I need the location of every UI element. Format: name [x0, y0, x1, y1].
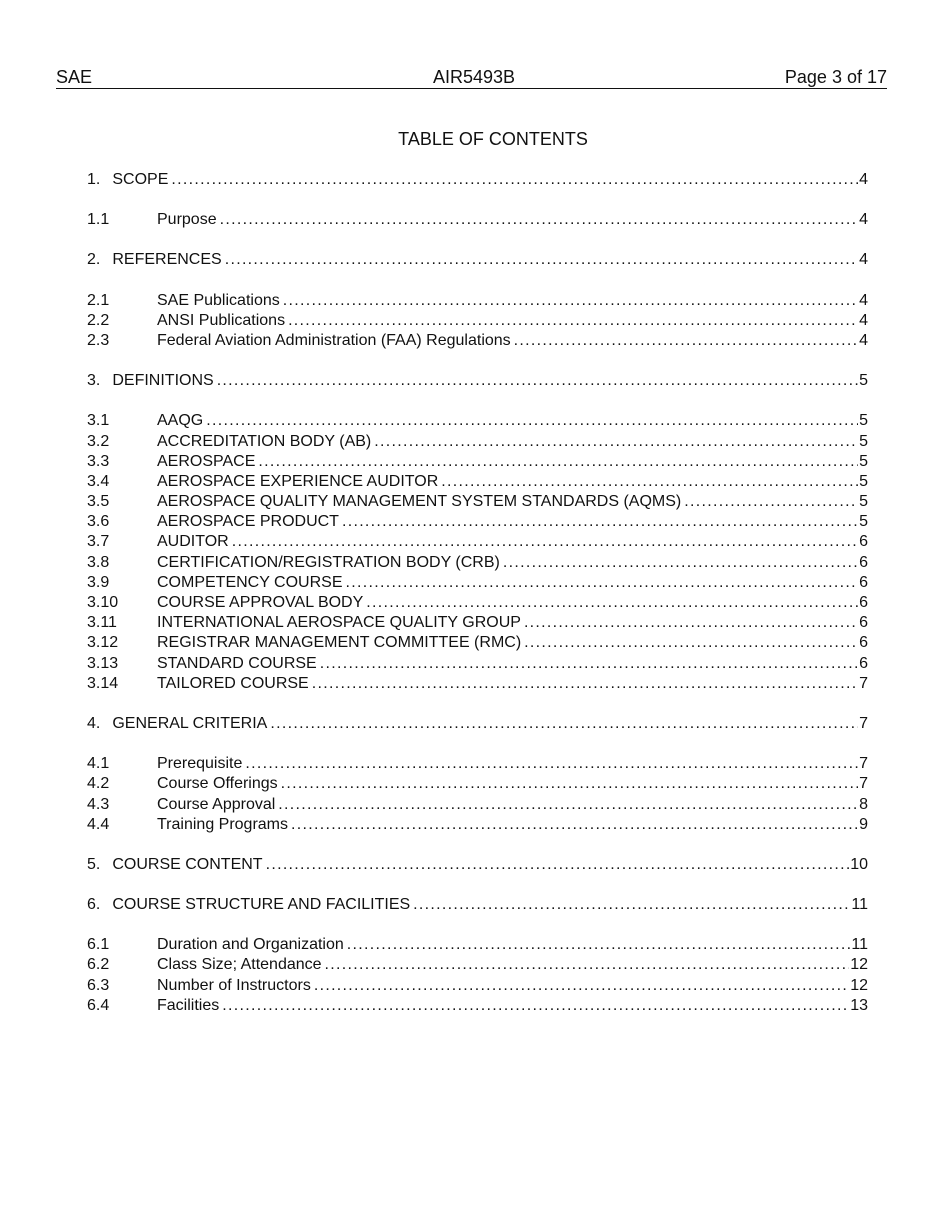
- toc-entry[interactable]: [87, 411, 868, 431]
- toc-entry-page: 7: [859, 775, 868, 793]
- toc-entry[interactable]: [87, 452, 868, 472]
- toc-dot-leader: [347, 935, 851, 955]
- toc-entry-title: Number of Instructors: [157, 976, 311, 994]
- toc-entry-title: COURSE STRUCTURE AND FACILITIES: [112, 896, 411, 914]
- toc-entry-page: 4: [859, 291, 868, 309]
- toc-entry-number: 6.1: [87, 936, 110, 954]
- header-page-number: Page 3 of 17: [784, 67, 887, 87]
- toc-dot-leader: [222, 996, 849, 1016]
- toc-entry-page: 9: [859, 815, 868, 833]
- toc-dot-leader: [283, 291, 858, 311]
- toc-entry-title: AAQG: [157, 412, 204, 430]
- toc-entry-page: 6: [859, 634, 868, 652]
- toc-entry-number: 2.3: [87, 331, 110, 349]
- toc-dot-leader: [342, 512, 858, 532]
- toc-entry-title: AEROSPACE EXPERIENCE AUDITOR: [157, 472, 439, 490]
- toc-entry-number: 4.2: [87, 775, 110, 793]
- toc-entry-number: 4.1: [87, 755, 110, 773]
- toc-entry-number: 1.1: [87, 211, 110, 229]
- toc-entry-title: COMPETENCY COURSE: [157, 573, 343, 591]
- toc-entry-page: 4: [859, 311, 868, 329]
- toc-entry-page: 6: [859, 553, 868, 571]
- toc-entry-number: 3.9: [87, 573, 110, 591]
- toc-dot-leader: [266, 855, 850, 875]
- toc-entry-title: TAILORED COURSE: [157, 674, 309, 692]
- toc-entry-number: 4.: [87, 714, 101, 732]
- toc-entry-number: 1.: [87, 171, 101, 188]
- toc-dot-leader: [270, 714, 858, 734]
- toc-dot-leader: [220, 210, 859, 230]
- toc-entry-title: ACCREDITATION BODY (AB): [157, 432, 372, 450]
- toc-entry-title: AEROSPACE PRODUCT: [157, 513, 339, 531]
- toc-dot-leader: [524, 633, 858, 653]
- toc-entry-number: 3.5: [87, 493, 110, 511]
- toc-entry[interactable]: [87, 492, 868, 512]
- toc-title: TABLE OF CONTENTS: [398, 129, 588, 149]
- toc-entry-page: 6: [859, 594, 868, 611]
- toc-entry-page: 4: [859, 251, 868, 269]
- toc-dot-leader: [314, 976, 849, 996]
- toc-entry[interactable]: [87, 895, 868, 915]
- toc-entry-title: Duration and Organization: [157, 936, 344, 954]
- toc-entry-page: 5: [859, 452, 868, 470]
- toc-dot-leader: [245, 754, 858, 774]
- toc-entry-number: 6.4: [87, 996, 110, 1014]
- toc-dot-leader: [288, 311, 858, 331]
- toc-entry-title: ANSI Publications: [157, 311, 286, 329]
- toc-entry-page: 4: [859, 211, 868, 229]
- toc-entry[interactable]: [87, 432, 868, 452]
- toc-entry-title: COURSE CONTENT: [112, 855, 263, 873]
- toc-dot-leader: [291, 815, 858, 835]
- toc-entry-title: AEROSPACE: [157, 452, 256, 470]
- toc-entry-title: Training Programs: [157, 815, 289, 833]
- toc-entry[interactable]: [87, 654, 868, 674]
- toc-entry-title: STANDARD COURSE: [157, 654, 317, 672]
- toc-entry-page: 5: [859, 472, 868, 490]
- toc-entry-title: AEROSPACE QUALITY MANAGEMENT SYSTEM STANDARDS (AQMS): [157, 493, 682, 511]
- toc-entry-page: 10: [850, 855, 868, 873]
- toc-entry-page: 12: [850, 976, 868, 994]
- toc-entry[interactable]: [87, 371, 868, 391]
- toc-entry-number: 5.: [87, 855, 101, 873]
- toc-entry[interactable]: [87, 855, 868, 875]
- toc-entry-number: 6.: [87, 896, 101, 914]
- toc-entry-number: 3.6: [87, 513, 110, 531]
- toc-entry-number: 4.3: [87, 795, 110, 813]
- toc-entry[interactable]: [87, 593, 868, 613]
- toc-entry-number: 3.: [87, 372, 101, 390]
- toc-entry-page: 13: [850, 996, 868, 1014]
- toc-entry-number: 3.10: [87, 594, 119, 611]
- toc-entry-title: Facilities: [157, 996, 220, 1014]
- toc-entry-page: 11: [851, 936, 868, 954]
- toc-entry-title: SCOPE: [112, 171, 169, 188]
- toc-dot-leader: [346, 573, 859, 593]
- toc-entry[interactable]: [87, 331, 868, 351]
- toc-entry[interactable]: [87, 613, 868, 633]
- toc-entry-number: 3.2: [87, 432, 110, 450]
- toc-entry-title: Federal Aviation Administration (FAA) Regulations: [157, 331, 511, 349]
- toc-dot-leader: [258, 452, 858, 472]
- toc-entry[interactable]: [87, 472, 868, 492]
- toc-entry-page: 6: [859, 614, 868, 632]
- toc-dot-leader: [684, 492, 858, 512]
- toc-entry[interactable]: [87, 512, 868, 532]
- toc-entry-title: INTERNATIONAL AEROSPACE QUALITY GROUP: [157, 614, 521, 632]
- toc-entry-title: AUDITOR: [157, 533, 229, 551]
- toc-dot-leader: [281, 774, 858, 794]
- toc-entry-page: 5: [859, 412, 868, 430]
- toc-entry-page: 6: [859, 533, 868, 551]
- toc-dot-leader: [366, 593, 858, 613]
- toc-entry[interactable]: [87, 774, 868, 794]
- toc-entry-number: 2.: [87, 251, 101, 269]
- toc-entry-page: 4: [859, 171, 868, 188]
- header-document-number: AIR5493B: [433, 67, 516, 87]
- toc-entry[interactable]: [87, 633, 868, 653]
- toc-entry-number: 6.3: [87, 976, 110, 994]
- toc-entry-number: 6.2: [87, 956, 110, 974]
- toc-entry-number: 3.14: [87, 674, 119, 692]
- toc-entry[interactable]: [87, 573, 868, 593]
- toc-entry-page: 12: [850, 956, 868, 974]
- toc-entry[interactable]: [87, 754, 868, 774]
- toc-entry[interactable]: [87, 714, 868, 734]
- toc-entry-number: 2.2: [87, 311, 110, 329]
- toc-entry-title: Course Approval: [157, 795, 276, 813]
- toc-entry-page: 8: [859, 795, 868, 813]
- toc-entry-page: 5: [859, 513, 868, 531]
- toc-entry[interactable]: [87, 170, 868, 190]
- toc-entry[interactable]: [87, 935, 868, 955]
- toc-entry-number: 3.3: [87, 452, 110, 470]
- toc-entry-number: 4.4: [87, 815, 110, 833]
- toc-dot-leader: [232, 532, 858, 552]
- toc-entry-title: DEFINITIONS: [112, 372, 214, 390]
- toc-entry[interactable]: [87, 553, 868, 573]
- toc-dot-leader: [374, 432, 858, 452]
- toc-entry-title: GENERAL CRITERIA: [112, 714, 268, 732]
- toc-dot-leader: [312, 674, 858, 694]
- toc-entry-title: SAE Publications: [157, 291, 280, 309]
- header-publisher: SAE: [56, 67, 93, 87]
- toc-entry-page: 11: [851, 896, 868, 914]
- toc-entry-title: Course Offerings: [157, 775, 278, 793]
- toc-dot-leader: [278, 795, 858, 815]
- toc-entry-number: 3.8: [87, 553, 110, 571]
- toc-dot-leader: [524, 613, 858, 633]
- toc-dot-leader: [514, 331, 858, 351]
- toc-dot-leader: [320, 654, 858, 674]
- toc-entry-page: 6: [859, 573, 868, 591]
- toc-entry[interactable]: [87, 291, 868, 311]
- toc-entry-page: 6: [859, 654, 868, 672]
- toc-entry-number: 2.1: [87, 291, 110, 309]
- toc-entry-title: CERTIFICATION/REGISTRATION BODY (CRB): [157, 553, 500, 571]
- toc-entry-number: 3.12: [87, 634, 119, 652]
- toc-entry[interactable]: [87, 976, 868, 996]
- toc-entry-number: 3.13: [87, 654, 119, 672]
- toc-entry[interactable]: [87, 955, 868, 975]
- toc-dot-leader: [206, 411, 858, 431]
- toc-dot-leader: [441, 472, 858, 492]
- toc-entry-page: 5: [859, 432, 868, 450]
- toc-dot-leader: [325, 955, 850, 975]
- toc-entry-page: 7: [859, 674, 868, 692]
- toc-dot-leader: [171, 170, 858, 190]
- toc-entry-title: REGISTRAR MANAGEMENT COMMITTEE (RMC): [157, 634, 522, 652]
- page-header: [56, 66, 887, 89]
- toc-dot-leader: [217, 371, 858, 391]
- toc-entry-page: 5: [859, 372, 868, 390]
- toc-entry-title: Class Size; Attendance: [157, 956, 322, 974]
- toc-entry-page: 7: [859, 755, 868, 773]
- toc-entry-page: 5: [859, 493, 868, 511]
- toc-entry[interactable]: [87, 815, 868, 835]
- toc-entry-number: 3.11: [87, 614, 117, 632]
- toc-entry[interactable]: [87, 674, 868, 694]
- toc-entry-title: REFERENCES: [112, 251, 222, 269]
- toc-dot-leader: [225, 250, 858, 270]
- toc-entry[interactable]: [87, 250, 868, 270]
- toc-entry[interactable]: [87, 311, 868, 331]
- toc-entry-page: 7: [859, 714, 868, 732]
- toc-entry[interactable]: [87, 795, 868, 815]
- toc-entry[interactable]: [87, 996, 868, 1016]
- toc-entry-page: 4: [859, 331, 868, 349]
- toc-entry-title: Purpose: [157, 211, 217, 229]
- toc-entry[interactable]: [87, 532, 868, 552]
- toc-entry-number: 3.7: [87, 533, 110, 551]
- table-of-contents: [87, 170, 868, 1016]
- toc-dot-leader: [503, 553, 858, 573]
- toc-entry[interactable]: [87, 210, 868, 230]
- toc-entry-number: 3.1: [87, 412, 110, 430]
- toc-dot-leader: [413, 895, 850, 915]
- toc-entry-number: 3.4: [87, 472, 110, 490]
- toc-entry-title: COURSE APPROVAL BODY: [157, 594, 364, 611]
- toc-entry-title: Prerequisite: [157, 755, 243, 773]
